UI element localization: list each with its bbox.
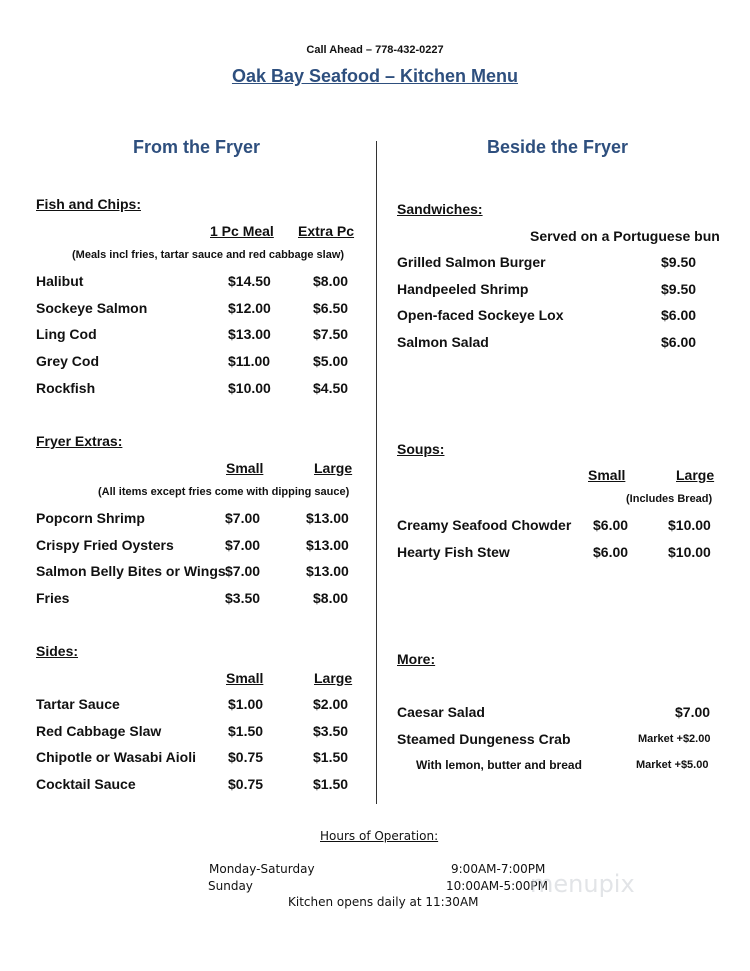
fish-col-2-header: Extra Pc <box>298 223 355 239</box>
item-name: Ling Cod <box>36 326 97 342</box>
item-price: Market +$2.00 <box>638 733 711 745</box>
menu-title: Oak Bay Seafood – Kitchen Menu <box>231 66 519 86</box>
item-name: Sockeye Salmon <box>36 300 148 316</box>
item-price-2: $6.50 <box>313 300 349 316</box>
item-name: Hearty Fish Stew <box>397 544 510 560</box>
item-price-2: $4.50 <box>313 380 349 396</box>
item-price-1: $11.00 <box>228 353 271 369</box>
item-price-2: $8.00 <box>313 590 349 606</box>
soups-heading: Soups: <box>397 441 445 457</box>
item-price: $6.00 <box>661 334 697 350</box>
sides-col-1-header: Small <box>226 670 264 686</box>
item-name: Grey Cod <box>36 353 100 369</box>
soups-col-2-header: Large <box>676 467 715 483</box>
sides-heading: Sides: <box>36 643 79 659</box>
item-name: With lemon, butter and bread <box>416 758 582 772</box>
fish-and-chips-heading: Fish and Chips: <box>36 196 141 212</box>
sandwiches-heading: Sandwiches: <box>397 201 483 217</box>
item-price-2: $1.50 <box>313 749 349 765</box>
item-price-2: $13.00 <box>306 510 349 526</box>
item-price: $9.50 <box>661 281 697 297</box>
item-price-2: $10.00 <box>668 517 711 533</box>
call-ahead: Call Ahead – 778-432-0227 <box>306 44 444 56</box>
item-price-2: $8.00 <box>313 273 349 289</box>
item-name: Creamy Seafood Chowder <box>397 517 572 533</box>
sandwiches-note: Served on a Portuguese bun <box>530 228 720 244</box>
item-price-1: $7.00 <box>225 510 261 526</box>
watermark: menupix <box>530 870 635 898</box>
item-price-1: $1.00 <box>228 696 264 712</box>
hours-heading: Hours of Operation: <box>320 829 439 843</box>
item-name: Fries <box>36 590 70 606</box>
item-name: Caesar Salad <box>397 704 485 720</box>
hours-time: 9:00AM-7:00PM <box>451 862 546 876</box>
item-name: Tartar Sauce <box>36 696 120 712</box>
extras-note: (All items except fries come with dipping sauce) <box>98 486 350 498</box>
item-price-2: $10.00 <box>668 544 711 560</box>
fryer-extras-heading: Fryer Extras: <box>36 433 123 449</box>
item-name: Cocktail Sauce <box>36 776 136 792</box>
more-heading: More: <box>397 651 436 667</box>
hours-days: Sunday <box>208 879 253 893</box>
item-price-1: $13.00 <box>228 326 271 342</box>
item-price: $6.00 <box>661 307 697 323</box>
item-price-1: $12.00 <box>228 300 271 316</box>
item-price-2: $1.50 <box>313 776 349 792</box>
item-price-2: $13.00 <box>306 537 349 553</box>
fish-col-1-header: 1 Pc Meal <box>210 223 274 239</box>
item-price: $9.50 <box>661 254 697 270</box>
item-name: Salmon Belly Bites or Wings <box>36 563 226 579</box>
column-divider <box>376 141 377 804</box>
right-column-title: Beside the Fryer <box>487 137 629 157</box>
item-price: $7.00 <box>675 704 711 720</box>
item-price-1: $0.75 <box>228 776 264 792</box>
item-price-1: $10.00 <box>228 380 271 396</box>
item-name: Salmon Salad <box>397 334 489 350</box>
sides-col-2-header: Large <box>314 670 353 686</box>
item-price-1: $1.50 <box>228 723 264 739</box>
item-price-1: $7.00 <box>225 563 261 579</box>
soups-note: (Includes Bread) <box>626 493 713 505</box>
item-name: Halibut <box>36 273 84 289</box>
item-name: Popcorn Shrimp <box>36 510 145 526</box>
item-price-1: $14.50 <box>228 273 271 289</box>
hours-time: 10:00AM-5:00PM <box>446 879 549 893</box>
kitchen-opens: Kitchen opens daily at 11:30AM <box>288 895 479 909</box>
item-name: Red Cabbage Slaw <box>36 723 162 739</box>
item-name: Grilled Salmon Burger <box>397 254 546 270</box>
extras-col-1-header: Small <box>226 460 264 476</box>
item-name: Open-faced Sockeye Lox <box>397 307 564 323</box>
soups-col-1-header: Small <box>588 467 626 483</box>
fish-note: (Meals incl fries, tartar sauce and red cabbage slaw) <box>72 249 345 261</box>
item-price-1: $6.00 <box>593 544 629 560</box>
item-price-1: $0.75 <box>228 749 264 765</box>
item-name: Steamed Dungeness Crab <box>397 731 571 747</box>
item-name: Chipotle or Wasabi Aioli <box>36 749 196 765</box>
item-price-2: $5.00 <box>313 353 349 369</box>
hours-days: Monday-Saturday <box>209 862 315 876</box>
item-price: Market +$5.00 <box>636 759 709 771</box>
item-name: Handpeeled Shrimp <box>397 281 529 297</box>
item-price-2: $7.50 <box>313 326 349 342</box>
left-column-title: From the Fryer <box>133 137 261 157</box>
item-price-1: $6.00 <box>593 517 629 533</box>
item-price-2: $3.50 <box>313 723 349 739</box>
item-name: Crispy Fried Oysters <box>36 537 174 553</box>
item-price-2: $13.00 <box>306 563 349 579</box>
item-name: Rockfish <box>36 380 96 396</box>
item-price-1: $7.00 <box>225 537 261 553</box>
item-price-1: $3.50 <box>225 590 261 606</box>
item-price-2: $2.00 <box>313 696 349 712</box>
extras-col-2-header: Large <box>314 460 353 476</box>
